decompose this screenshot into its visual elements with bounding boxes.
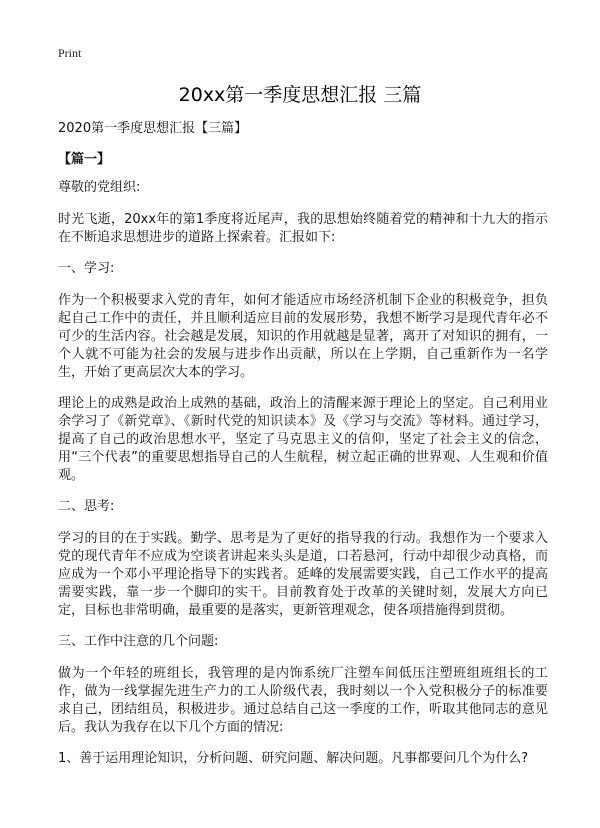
document-body: [58, 120, 548, 781]
section-heading: 【篇一】: [58, 152, 111, 167]
heading-work-issues: 三、工作中注意的几个问题:: [58, 634, 219, 649]
print-link[interactable]: Print: [58, 46, 82, 60]
heading-study: 一、学习:: [58, 261, 115, 276]
work-point-1: 1、善于运用理论知识，分析问题、研究问题、解决问题。凡事都要问几个为什么?: [58, 751, 529, 766]
document-subtitle: 2020第一季度思想汇报【三篇】: [58, 121, 248, 136]
intro-paragraph: 时光飞逝，20xx年的第1季度将近尾声，我的思想始终随着党的精神和十九大的指示在不断追求思想进步的道路上探索着。汇报如下:: [58, 212, 548, 245]
document-title: 20xx第一季度思想汇报 三篇: [178, 84, 422, 106]
thinking-paragraph: 学习的目的在于实践。勤学、思考是为了更好的指导我的行动。我想作为一个要求入党的现代青年不应成为空谈者讲起来头头是道，口若悬河，行动中却很少动真格，而应成为一个邓小平理论指导下的实践者。延峰的发展需要实践，自己工作水平的提高需要实践，靠一步一个脚印的实干。目前教育处于改革的关键时刻，发展大方向已定，目标也非常明确，最重要的是落实，更新管理观念，使各项措施得到贯彻。: [58, 531, 548, 618]
heading-thinking: 二、思考:: [58, 499, 115, 514]
work-paragraph: 做为一个年轻的班组长，我管理的是内饰系统厂注塑车间低压注塑班组班组长的工作，做为一线掌握先进生产力的工人阶级代表，我时刻以一个入党积极分子的标准要求自己，团结组员，积极进步。通过总结自己这一季度的工作，听取其他同志的意见后。我认为我存在以下几个方面的情况:: [58, 666, 548, 735]
salutation: 尊敬的党组织:: [58, 180, 141, 195]
study-paragraph-2: 理论上的成熟是政治上成熟的基础，政治上的清醒来源于理论上的坚定。自己利用业余学习了《新党章》、《新时代党的知识读本》及《学习与交流》等材料。通过学习，提高了自己的政治思想水平，坚定了马克思主义的信仰，坚定了社会主义的信念，用“三个代表”的重要思想指导自己的人生航程，树立起正确的世界观、人生观和价值观。: [58, 396, 548, 483]
study-paragraph-1: 作为一个积极要求入党的青年，如何才能适应市场经济机制下企业的积极竞争，担负起自己工作中的责任，并且顺利适应目前的发展形势，我想不断学习是现代青年必不可少的生活内容。社会越是发展，知识的作用就越是显著，离开了对知识的拥有，一个人就不可能为社会的发展与进步作出贡献，所以在上学期，自己重新作为一名学生，开始了更高层次大本的学习。: [58, 293, 548, 380]
